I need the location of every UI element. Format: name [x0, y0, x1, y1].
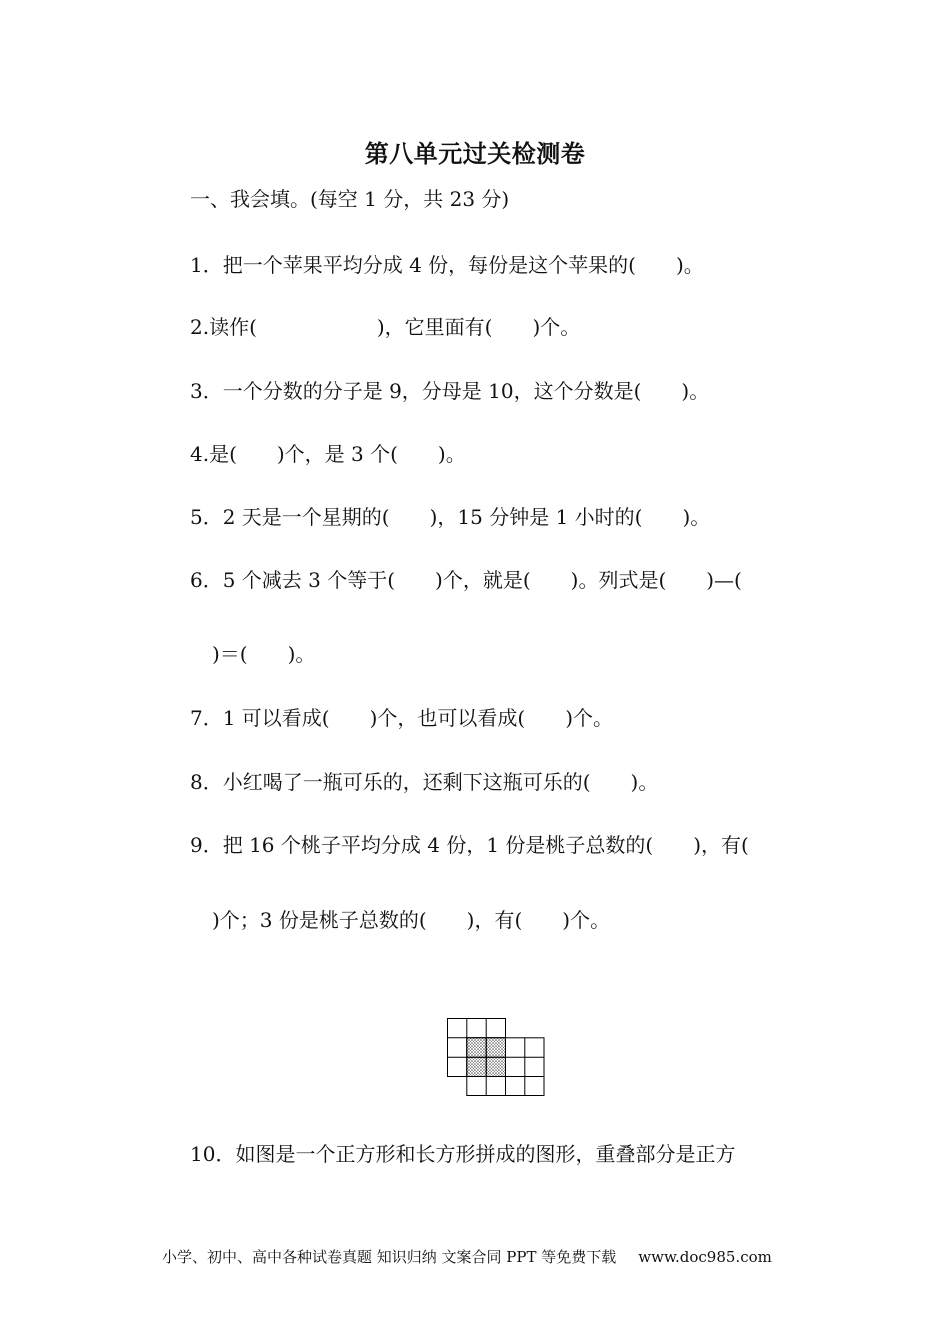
- section-heading: 一、我会填。(每空 1 分，共 23 分): [190, 187, 510, 211]
- question-4: 4.是( )个，是 3 个( )。: [190, 442, 466, 466]
- question-1: 1．把一个苹果平均分成 4 份，每份是这个苹果的( )。: [190, 253, 704, 277]
- question-8: 8．小红喝了一瓶可乐的，还剩下这瓶可乐的( )。: [190, 770, 659, 794]
- question-2: 2.读作( )，它里面有( )个。: [190, 315, 581, 339]
- overlap-region: [466, 1037, 505, 1076]
- footer-url[interactable]: www.doc985.com: [638, 1248, 772, 1266]
- question-9-line-2: )个；3 份是桃子总数的( )，有( )个。: [212, 908, 611, 932]
- question-6-line-2: )＝( )。: [212, 642, 316, 666]
- question-9-line-1: 9．把 16 个桃子平均分成 4 份，1 份是桃子总数的( )，有(: [190, 833, 749, 857]
- footer-text: 小学、初中、高中各种试卷真题 知识归纳 文案合同 PPT 等免费下载: [162, 1248, 617, 1266]
- question-10: 10．如图是一个正方形和长方形拼成的图形，重叠部分是正方: [190, 1142, 736, 1166]
- question-5: 5．2 天是一个星期的( )，15 分钟是 1 小时的( )。: [190, 505, 711, 529]
- question-3: 3．一个分数的分子是 9，分母是 10，这个分数是( )。: [190, 379, 710, 403]
- footer: [162, 1246, 772, 1267]
- page-title: 第八单元过关检测卷: [364, 140, 586, 168]
- question-7: 7．1 可以看成( )个，也可以看成( )个。: [190, 706, 614, 730]
- overlap-grid-figure: [447, 1018, 545, 1096]
- question-6-line-1: 6．5 个减去 3 个等于( )个，就是( )。列式是( )—(: [190, 568, 742, 592]
